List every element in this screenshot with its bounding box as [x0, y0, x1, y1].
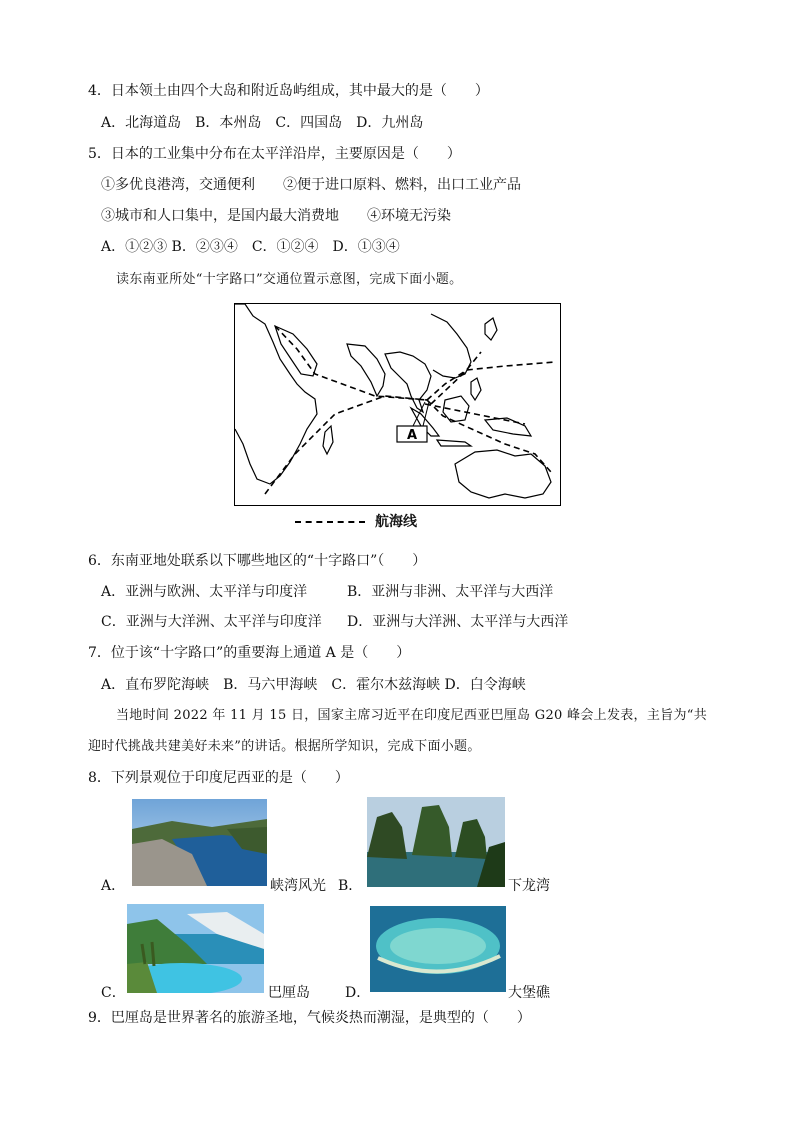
- legend-label: 航海线: [375, 514, 417, 530]
- philippines-outline: [471, 378, 481, 400]
- java-outline: [437, 440, 471, 446]
- q6-option-a: A．亚洲与欧洲、太平洋与印度洋: [101, 584, 308, 600]
- q8-option-b-letter: B．: [338, 878, 363, 894]
- q8-stem: 8．下列景观位于印度尼西亚的是（ ）: [88, 770, 349, 786]
- q6-stem: 6．东南亚地处联系以下哪些地区的“十字路口”（ ）: [88, 553, 427, 569]
- madagascar-outline: [323, 426, 333, 454]
- q4-options: A．北海道岛 B．本州岛 C．四国岛 D．九州岛: [101, 115, 424, 131]
- map-intro: 读东南亚所处“十字路口”交通位置示意图，完成下面小题。: [116, 272, 463, 287]
- q6-option-c: C．亚洲与大洋洲、太平洋与印度洋: [101, 614, 322, 630]
- q8-option-d-letter: D．: [345, 985, 371, 1001]
- q5-statements-2: ③城市和人口集中，是国内最大消费地 ④环境无污染: [101, 208, 451, 224]
- japan-outline: [485, 318, 497, 340]
- q9-stem: 9．巴厘岛是世界著名的旅游圣地，气候炎热而潮湿，是典型的（ ）: [88, 1010, 531, 1026]
- q6-option-b: B．亚洲与非洲、太平洋与大西洋: [347, 584, 554, 600]
- q5-statements-1: ①多优良港湾，交通便利 ②便于进口原料、燃料，出口工业产品: [101, 177, 521, 193]
- bali-photo: [127, 904, 264, 993]
- q5-options: A．①②③ B．②③④ C．①②④ D．①③④: [101, 239, 400, 255]
- map-legend: [295, 511, 417, 531]
- q8-option-b-caption: 下龙湾: [508, 878, 550, 894]
- q6-option-d: D．亚洲与大洋洲、太平洋与大西洋: [347, 614, 569, 630]
- q8-option-d-caption: 大堡礁: [508, 985, 550, 1001]
- q8-option-a-letter: A．: [101, 878, 126, 894]
- australia-outline: [455, 450, 551, 498]
- q7-stem: 7．位于该“十字路口”的重要海上通道 A 是（ ）: [88, 645, 411, 661]
- southeast-asia-crossroads-map: [234, 303, 561, 506]
- q8-option-c-letter: C．: [101, 985, 126, 1001]
- map-drawing: [235, 304, 559, 504]
- q8-option-a-caption: 峡湾风光: [270, 878, 326, 894]
- q4-stem: 4．日本领土由四个大岛和附近岛屿组成，其中最大的是（ ）: [88, 83, 489, 99]
- g20-intro-line2: 迎时代挑战共建美好未来”的讲话。根据所学知识，完成下面小题。: [88, 739, 481, 754]
- fjord-photo: [132, 799, 267, 886]
- halong-bay-photo: [367, 797, 505, 887]
- dashed-line-legend-icon: [295, 521, 365, 523]
- africa-outline: [235, 304, 317, 484]
- great-barrier-reef-photo: [370, 906, 506, 992]
- china-coast-outline: [431, 314, 471, 378]
- g20-intro-line1: 当地时间 2022 年 11 月 15 日，国家主席习近平在印度尼西亚巴厘岛 G20 峰会上发表，主旨为“共: [116, 708, 707, 723]
- q7-options: A．直布罗陀海峡 B．马六甲海峡 C．霍尔木兹海峡 D．白令海峡: [101, 677, 526, 693]
- map-label-a: A: [406, 428, 418, 443]
- q8-option-c-caption: 巴厘岛: [268, 985, 310, 1001]
- q5-stem: 5．日本的工业集中分布在太平洋沿岸，主要原因是（ ）: [88, 146, 461, 162]
